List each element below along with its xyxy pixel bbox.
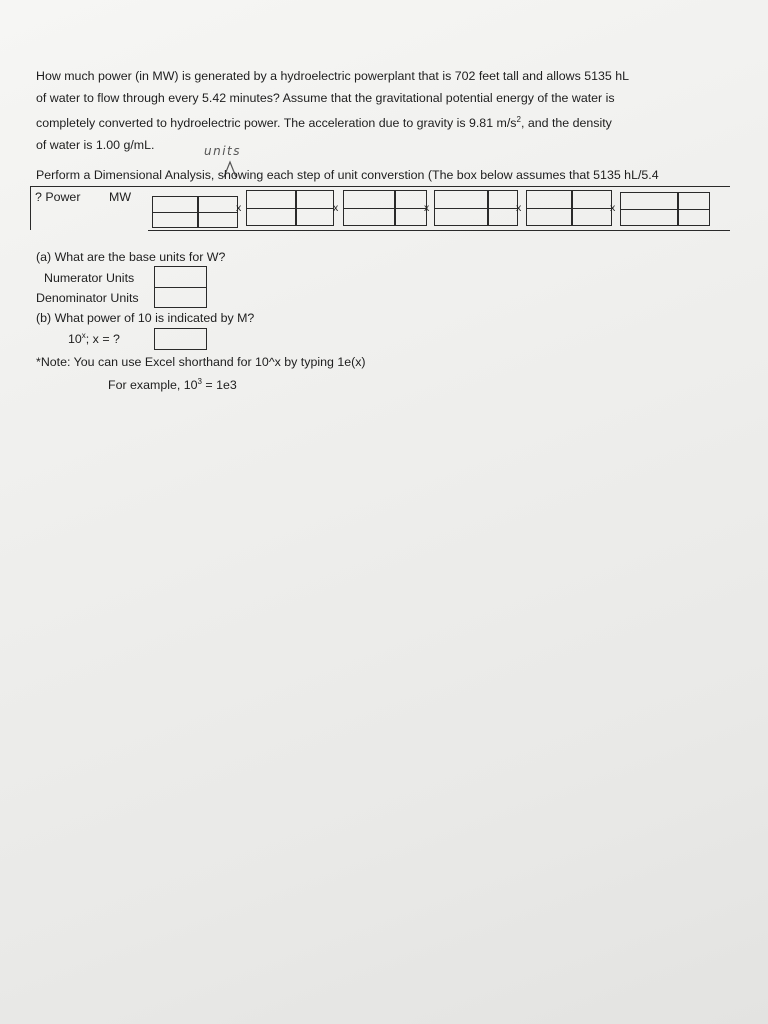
conversion-cell[interactable] [620, 192, 678, 226]
numerator-units-input[interactable] [154, 266, 207, 288]
conversion-cell[interactable] [488, 190, 518, 226]
multiply-sign: x [516, 202, 522, 214]
multiply-sign: x [333, 202, 339, 214]
problem-line-4: of water is 1.00 g/mL. [36, 137, 155, 152]
conversion-cell[interactable] [572, 190, 612, 226]
conversion-cell[interactable] [246, 190, 296, 226]
denominator-label: Denominator Units [36, 291, 139, 305]
multiply-sign: x [424, 202, 430, 214]
part-a-question: (a) What are the base units for W? [36, 250, 226, 264]
conversion-cell[interactable] [296, 190, 334, 226]
conversion-cell[interactable] [152, 196, 198, 228]
problem-line-1: How much power (in MW) is generated by a hydroelectric powerplant that is 702 feet tall and allows 5135 hL [36, 69, 629, 83]
power-label: ? Power [35, 190, 81, 204]
instruction-text: Perform a Dimensional Analysis, showing each step of unit converstion (The box below assumes that 5135 hL/5.4 [36, 168, 659, 182]
multiply-sign: x [610, 202, 616, 214]
problem-line-3: completely converted to hydroelectric power. The acceleration due to gravity is 9.81 $m/s^2$, and the density [36, 115, 612, 131]
example-text: For example, $10^3 = 1e3$ [108, 377, 237, 393]
power-expression: 10$^x$; x = ? [68, 331, 120, 347]
part-b-question: (b) What power of 10 is indicated by M? [36, 311, 255, 325]
conversion-cell[interactable] [526, 190, 572, 226]
denominator-units-input[interactable] [154, 287, 207, 308]
numerator-label: Numerator Units [44, 271, 135, 285]
excel-note: *Note: You can use Excel shorthand for 10^x by typing 1e(x) [36, 355, 366, 369]
multiply-sign: x [236, 202, 242, 214]
conversion-cell[interactable] [434, 190, 488, 226]
conversion-cell[interactable] [343, 190, 395, 226]
handwritten-annotation: units [204, 144, 242, 158]
conversion-cell[interactable] [395, 190, 430, 226]
grid-start-label [30, 186, 153, 230]
conversion-cell[interactable] [198, 196, 238, 228]
problem-statement [36, 66, 726, 156]
power-unit: MW [109, 190, 132, 204]
conversion-cell[interactable] [678, 192, 710, 226]
dimensional-analysis-grid [30, 186, 730, 232]
problem-line-2: of water to flow through every 5.42 minutes? Assume that the gravitational potential energy of the water is [36, 90, 615, 105]
power-of-ten-input[interactable] [154, 328, 207, 350]
grid-bottom-line [148, 230, 730, 231]
